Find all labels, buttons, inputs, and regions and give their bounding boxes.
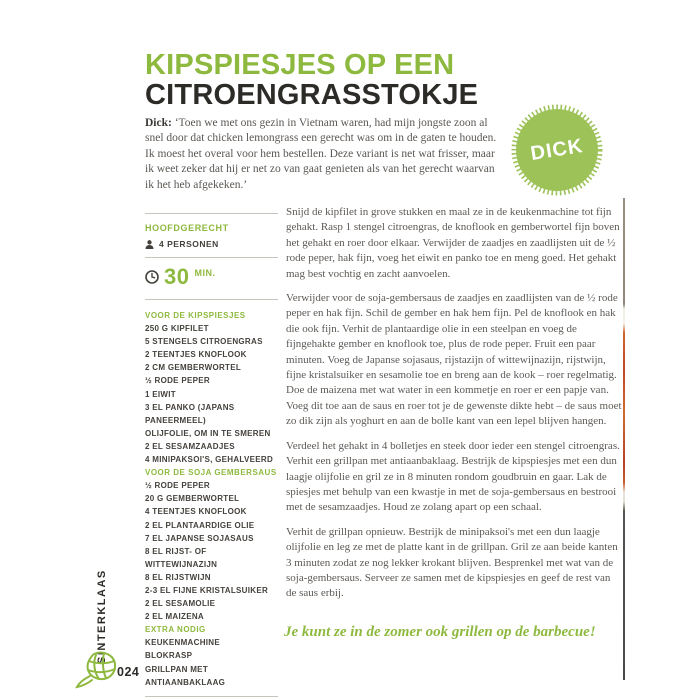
- intro-paragraph: [145, 116, 500, 193]
- ingredient-item: 2 TEENTJES KNOFLOOK: [145, 350, 247, 360]
- time-value: 30: [164, 264, 190, 289]
- ingredient-item: 1 EIWIT: [145, 389, 176, 399]
- intro-quote-text: ‘Toen we met ons gezin in Vietnam waren, had mijn jongste zoon al snel door dat chicken lemongrass een gerecht was om in de gaten te houden. Ik moest het overal voor hem bestellen. Deze variant is net wat frisser, maar ik weet zeker dat hij er net zo van gaat genieten als van het gerecht waarvan ik het heb afgekeken.’: [145, 117, 497, 191]
- time-unit: MIN.: [194, 268, 216, 278]
- ingredient-item: 2 CM GEMBERWORTEL: [145, 363, 242, 373]
- ingredient-item: 2 EL SESAMOLIE: [145, 599, 216, 609]
- ingredient-item: 20 G GEMBERWORTEL: [145, 494, 240, 504]
- ingredient-item: 250 G KIPFILET: [145, 324, 209, 334]
- page-title-line1: KIPSPIESJES OP EEN: [145, 49, 455, 81]
- servings-row: [145, 239, 278, 249]
- author-badge: [510, 103, 604, 197]
- course-label: HOOFDGERECHT: [145, 223, 229, 233]
- handwritten-tip: Je kunt ze in de zomer ook grillen op de barbecue!: [284, 624, 596, 640]
- ingredient-item: 4 TEENTJES KNOFLOOK: [145, 507, 247, 517]
- divider: [145, 257, 278, 258]
- ingredient-item: 8 EL RIJST- OF WITTEWIJNAZIJN: [145, 546, 218, 569]
- ingredient-item: 2 EL MAIZENA: [145, 612, 205, 622]
- spine-section-label: SINTERKLAAS: [96, 569, 108, 664]
- divider: [145, 299, 278, 300]
- ingredient-item: ½ RODE PEPER: [145, 481, 210, 491]
- instruction-paragraph: Verhit de grillpan opnieuw. Bestrijk de minipaksoi's met een dun laagje olijfolie en leg ze met de platte kant in de grillpan. Gril ze aan beide kanten 3 minuten zodat ze nog lekker krokant blijven. Besprenkel met wat van de soja-gembersaus. Serveer ze samen met de kipspiesjes en geef de rest van de saus erbij.: [286, 525, 618, 600]
- ingredients-section3-title: EXTRA NODIG: [145, 625, 206, 635]
- sinterklaas-doodle-icon: [74, 648, 122, 690]
- page-title: [145, 50, 478, 110]
- recipe-sidebar: [145, 213, 278, 697]
- instruction-paragraph: Verwijder voor de soja-gembersaus de zaadjes en zaadlijsten van de ½ rode peper en hak fijn. Schil de gember en hak hem fijn. Pel de knoflook en hak die ook fijn. Verhit de plantaardige olie in een steelpan en voeg de fijngehakte gember en knoflook toe, plus de rode peper. Fruit een paar minuten. Voeg de Japanse sojasaus, rijstazijn of wittewijnazijn, rijstwijn, fijne kristalsuiker en sesamolie toe en breng aan de kook – roer regelmatig. Doe de maizena met wat water in een kommetje en roer er een papje van. Voeg dit toe aan de saus en roer tot je de gewenste dikte hebt – de saus moet zo dik zijn als yoghurt en aan de bolle kant van een lepel blijven hangen.: [286, 292, 622, 428]
- ingredient-item: 8 EL RIJSTWIJN: [145, 572, 211, 582]
- instruction-paragraph: Verdeel het gehakt in 4 bolletjes en steek door ieder een stengel citroengras. Verhit een grillpan met antiaanbaklaag. Bestrijk de kipspiesjes met een dun laagje olijfolie en gril ze in 8 minuten rondom goudbruin en gaar. Lak de spiesjes met behulp van een kwastje in met de soja-gembersaus en bestrooi met de sesamzaadjes. Houd ze zolang apart op een schaal.: [286, 439, 620, 514]
- page-title-line2: CITROENGRASSTOKJE: [145, 79, 479, 111]
- author-badge-label: DICK: [529, 134, 585, 165]
- ingredient-item: BLOKRASP: [145, 651, 193, 661]
- ingredient-item: KEUKENMACHINE: [145, 638, 221, 648]
- servings-label: 4 PERSONEN: [159, 239, 219, 249]
- ingredients-section2-title: VOOR DE SOJA GEMBERSAUS: [145, 468, 277, 478]
- ingredient-item: 4 MINIPAKSOI'S, GEHALVEERD: [145, 455, 274, 465]
- instructions-column: [286, 205, 623, 611]
- ingredient-item: 2 EL PLANTAARDIGE OLIE: [145, 520, 255, 530]
- facing-page-edge: [623, 198, 625, 680]
- ingredient-item: GRILLPAN MET ANTIAANBAKLAAG: [145, 664, 226, 687]
- ingredient-item: 7 EL JAPANSE SOJASAUS: [145, 533, 254, 543]
- page-number: 024: [117, 665, 140, 679]
- ingredient-item: 2 EL SESAMZAADJES: [145, 441, 235, 451]
- ingredient-item: OLIJFOLIE, OM IN TE SMEREN: [145, 428, 271, 438]
- intro-author-label: Dick:: [145, 117, 172, 129]
- ingredient-item: 3 EL PANKO (JAPANS PANEERMEEL): [145, 402, 235, 425]
- ingredient-item: 2-3 EL FIJNE KRISTALSUIKER: [145, 585, 269, 595]
- divider: [145, 213, 278, 214]
- clock-icon: [145, 270, 159, 284]
- ingredient-item: ½ RODE PEPER: [145, 376, 210, 386]
- person-icon: [145, 240, 154, 249]
- instruction-paragraph: Snijd de kipfilet in grove stukken en maal ze in de keukenmachine tot fijn gehakt. Rasp 1 stengel citroengras, de knoflook en gemberwortel fijn boven het gehakt en roer door elkaar. Verwijder de zaadjes en zaadlijsten uit de ½ rode peper, hak fijn, voeg het eiwit en panko toe en meng goed. Het gehakt mag best vochtig en zacht aanvoelen.: [286, 206, 620, 280]
- ingredients-section1-title: VOOR DE KIPSPIESJES: [145, 311, 246, 320]
- time-row: [145, 266, 278, 290]
- divider: [145, 696, 278, 697]
- ingredient-item: 5 STENGELS CITROENGRAS: [145, 337, 263, 347]
